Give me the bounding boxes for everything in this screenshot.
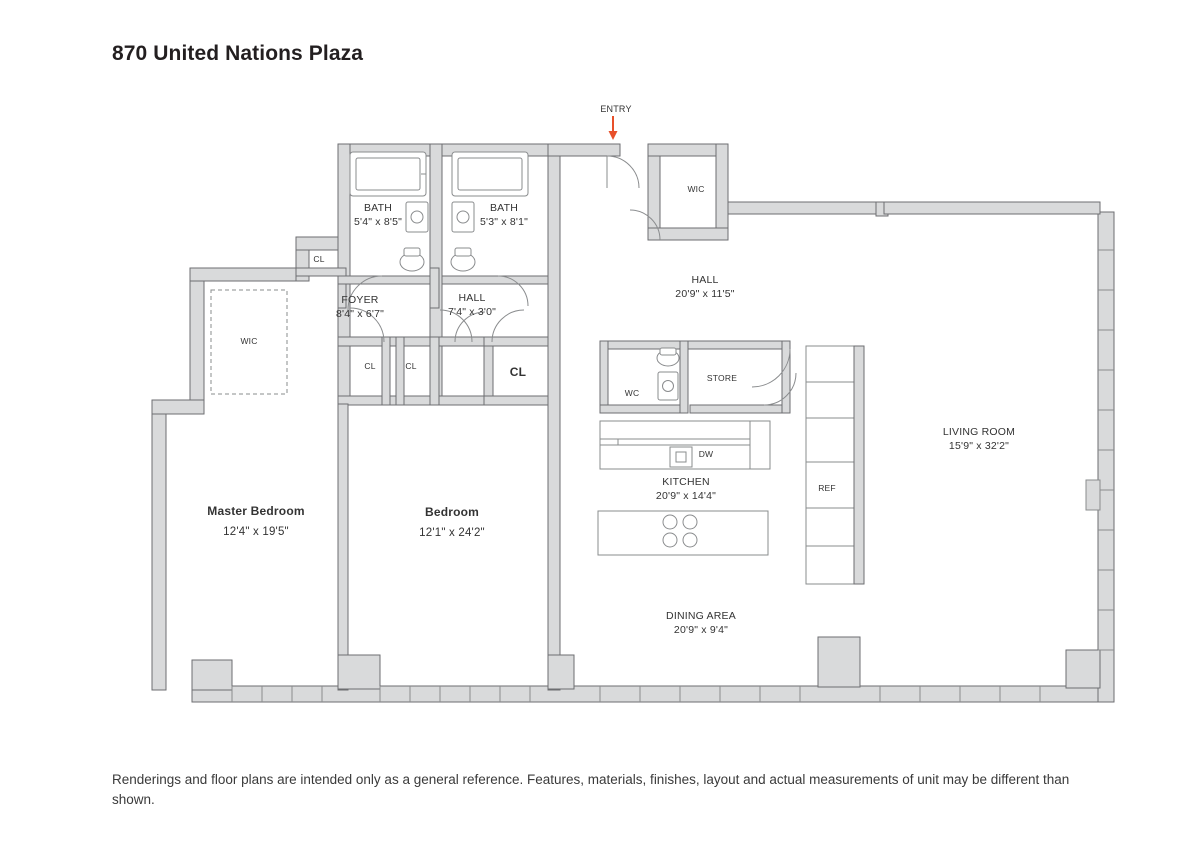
- marker-cl-left: CL: [364, 361, 376, 371]
- room-label-hall-main: HALL 20'9" x 11'5": [675, 274, 735, 300]
- room-label-master-bedroom: Master Bedroom 12'4" x 19'5": [207, 504, 305, 538]
- room-label-hall-small: HALL 7'4" x 3'0": [447, 292, 497, 318]
- entry-arrow-icon: [604, 116, 622, 140]
- marker-refrigerator: REF: [818, 483, 836, 493]
- marker-cl-large: CL: [509, 365, 527, 379]
- room-label-living-room: LIVING ROOM 15'9" x 32'2": [942, 426, 1016, 452]
- room-label-dining-area: DINING AREA 20'9" x 9'4": [666, 610, 736, 636]
- marker-wc: WC: [624, 388, 640, 398]
- marker-cl-mid: CL: [405, 361, 417, 371]
- marker-wic-right: WIC: [687, 184, 705, 194]
- page-title: 870 United Nations Plaza: [112, 42, 363, 65]
- room-label-bath-1: BATH 5'4" x 8'5": [353, 202, 403, 228]
- room-label-foyer: FOYER 8'4" x 6'7": [335, 294, 385, 320]
- marker-dishwasher: DW: [698, 449, 714, 459]
- marker-store: STORE: [706, 373, 738, 383]
- room-label-kitchen: KITCHEN 20'9" x 14'4": [655, 476, 717, 502]
- room-label-bath-2: BATH 5'3" x 8'1": [479, 202, 529, 228]
- room-label-bedroom: Bedroom 12'1" x 24'2": [419, 505, 485, 539]
- marker-cl-foyer-top: CL: [313, 254, 325, 264]
- marker-wic-left: WIC: [240, 336, 258, 346]
- entry-label: ENTRY: [600, 104, 632, 114]
- disclaimer-text: Renderings and floor plans are intended only as a general reference. Features, materials, finishes, layout and actual measurements of unit may be different than shown.: [112, 772, 1070, 807]
